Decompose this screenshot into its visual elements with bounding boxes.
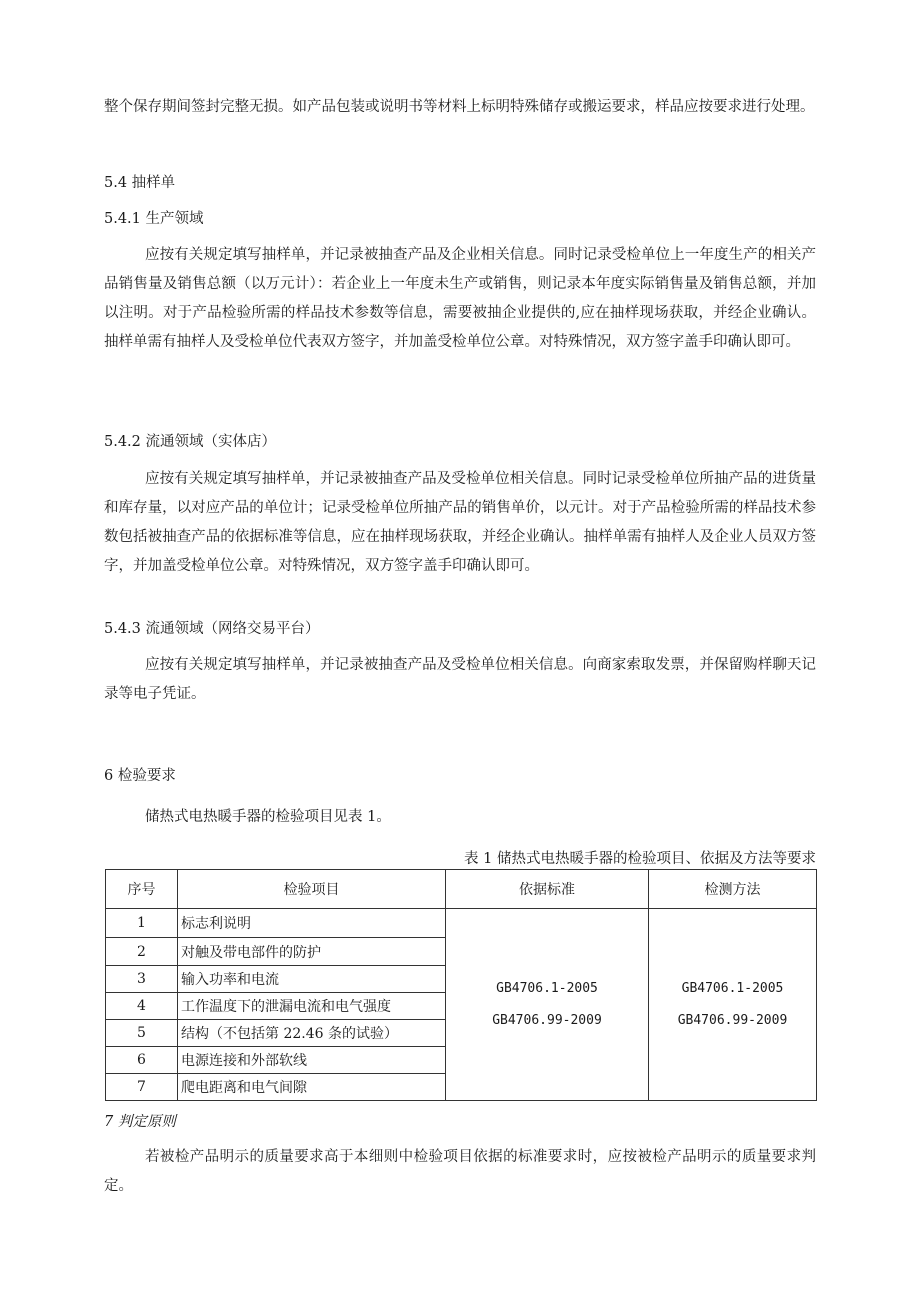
row-seq: 5 xyxy=(106,1020,178,1047)
section-5-4-2-title: 5.4.2 流通领域（实体店） xyxy=(104,434,277,450)
section-5-4-3-paragraph: 应按有关规定填写抽样单，并记录被抽查产品及受检单位相关信息。向商家索取发票，并保留购样聊天记录等电子凭证。 xyxy=(104,657,816,702)
section-5-4-1-paragraph: 应按有关规定填写抽样单，并记录被抽查产品及企业相关信息。同时记录受检单位上一年度生产的相关产品销售量及销售总额（以万元计）：若企业上一年度未生产或销售，则记录本年度实际销售量及销售总额，并加以注明。对于产品检验所需的样品技术参数等信息，需要被抽企业提供的,应在抽样现场获取，并经企业确认。抽样单需有抽样人及受检单位代表双方签字，并加盖受检单位公章。对特殊情况，双方签字盖手印确认即可。 xyxy=(104,247,816,350)
row-item: 电源连接和外部软线 xyxy=(178,1047,446,1074)
row-seq: 4 xyxy=(106,993,178,1020)
row-seq: 1 xyxy=(106,909,178,938)
standard-cell xyxy=(446,909,649,1101)
row-item: 爬电距离和电气间隙 xyxy=(178,1074,446,1101)
standard-line: GB4706.99-2009 xyxy=(492,1012,602,1028)
method-cell xyxy=(649,909,817,1101)
header-standard: 依据标准 xyxy=(446,870,649,909)
table-header-row xyxy=(106,870,817,909)
header-item: 检验项目 xyxy=(178,870,446,909)
header-method: 检测方法 xyxy=(649,870,817,909)
method-line: GB4706.1-2005 xyxy=(681,980,784,996)
section-7-title: 7 判定原则 xyxy=(104,1114,176,1130)
row-seq: 2 xyxy=(106,938,178,966)
section-7-paragraph: 若被检产品明示的质量要求高于本细则中检验项目依据的标准要求时，应按被检产品明示的质量要求判定。 xyxy=(104,1149,816,1194)
section-5-4-3-title: 5.4.3 流通领域（网络交易平台） xyxy=(104,621,320,637)
row-item: 标志利说明 xyxy=(178,909,446,938)
standard-line: GB4706.1-2005 xyxy=(496,980,598,996)
row-seq: 3 xyxy=(106,966,178,993)
row-seq: 7 xyxy=(106,1074,178,1101)
section-6-title: 6 检验要求 xyxy=(104,768,176,784)
section-5-4-title: 5.4 抽样单 xyxy=(104,175,176,191)
row-item: 工作温度下的泄漏电流和电气强度 xyxy=(178,993,446,1020)
section-5-4-1-title: 5.4.1 生产领域 xyxy=(104,211,204,227)
table-row xyxy=(106,909,817,938)
row-seq: 6 xyxy=(106,1047,178,1074)
row-item: 输入功率和电流 xyxy=(178,966,446,993)
header-seq: 序号 xyxy=(106,870,178,909)
inspection-items-table xyxy=(105,869,817,1101)
table-caption: 表 1 储热式电热暖手器的检验项目、依据及方法等要求 xyxy=(464,851,816,867)
continuation-paragraph: 整个保存期间签封完整无损。如产品包装或说明书等材料上标明特殊储存或搬运要求，样品应按要求进行处理。 xyxy=(104,99,815,115)
section-6-intro: 储热式电热暖手器的检验项目见表 1。 xyxy=(145,809,391,825)
row-item: 结构（不包括第 22.46 条的试验） xyxy=(178,1020,446,1047)
method-line: GB4706.99-2009 xyxy=(677,1012,788,1028)
section-5-4-2-paragraph: 应按有关规定填写抽样单，并记录被抽查产品及受检单位相关信息。同时记录受检单位所抽产品的进货量和库存量，以对应产品的单位计；记录受检单位所抽产品的销售单价，以元计。对于产品检验所需的样品技术参数包括被抽查产品的依据标准等信息，应在抽样现场获取，并经企业确认。抽样单需有抽样人及企业人员双方签字，并加盖受检单位公章。对特殊情况，双方签字盖手印确认即可。 xyxy=(104,471,816,574)
row-item: 对触及带电部件的防护 xyxy=(178,938,446,966)
